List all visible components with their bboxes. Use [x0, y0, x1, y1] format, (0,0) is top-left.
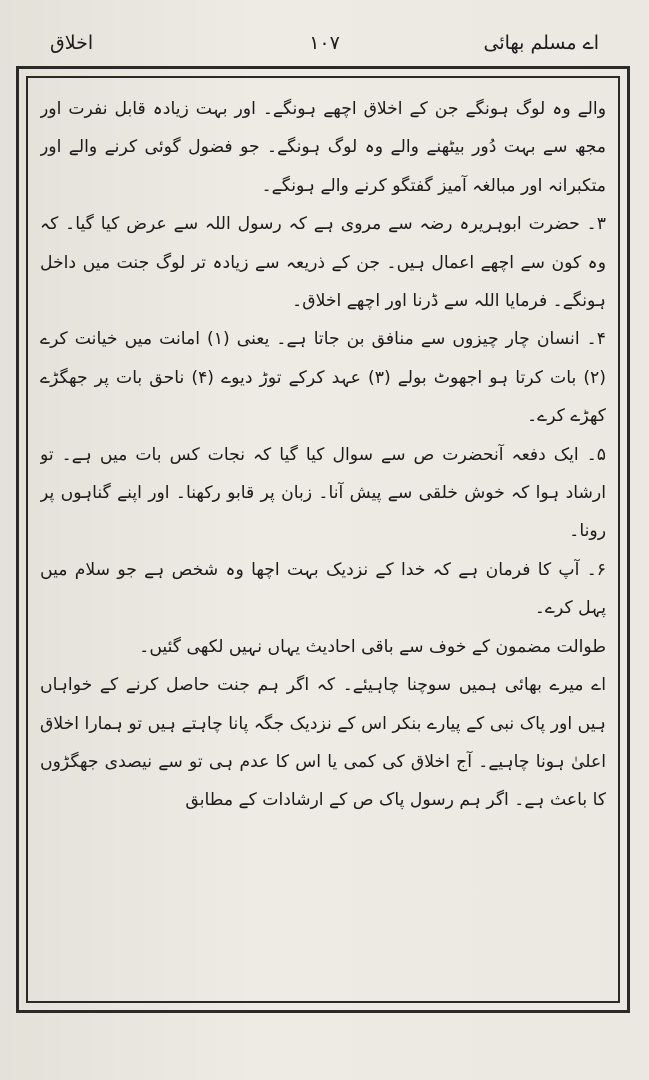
paragraph-1: والے وہ لوگ ہونگے جن کے اخلاق اچھے ہونگے۔ اور بہت زیادہ قابل نفرت اور مجھ سے بہت دُور بیٹھنے والے وہ لوگ ہونگے۔ جو فضول گوئی کرنے والے اور متکبرانہ اور مبالغہ آمیز گفتگو کرنے والے ہونگے۔: [40, 99, 606, 196]
paragraph-conclusion: اے میرے بھائی ہمیں سوچنا چاہیئے۔ کہ اگر ہم جنت حاصل کرنے کے خواہاں ہیں اور پاک نبی کے پیارے بنکر اس کے نزدیک جگہ پانا چاہتے ہیں تو ہمارا اخلاق اعلیٰ ہونا چاہیے۔ آج اخلاق کی کمی یا اس کا عدم ہی تو سے نیصدی جھگڑوں کا باعث ہے۔ اگر ہم رسول پاک ص کے ارشادات کے مطابق: [40, 675, 606, 811]
page-header: [40, 28, 609, 64]
body-text: [40, 90, 606, 995]
paragraph-hadith-3: ۳۔ حضرت ابوہریرہ رضہ سے مروی ہے کہ رسول اللہ سے عرض کیا گیا۔ کہ وہ کون سے اچھے اعمال ہیں۔ جن کے ذریعہ سے زیادہ تر لوگ جنت میں داخل ہونگے۔ فرمایا اللہ سے ڈرنا اور اچھے اخلاق۔: [40, 214, 606, 312]
page-number: ۱۰۷: [309, 32, 340, 54]
chapter-title: اخلاق: [50, 32, 94, 54]
paragraph-hadith-4: ۴۔ انسان چار چیزوں سے منافق بن جاتا ہے۔ یعنی (۱) امانت میں خیانت کرے (۲) بات کرتا ہو اجھوٹ بولے (۳) عہد کرکے توڑ دیوے (۴) ناحق بات پر جھگڑے کھڑے کرے۔: [40, 329, 606, 427]
paragraph-note: طوالت مضمون کے خوف سے باقی احادیث یہاں نہیں لکھی گئیں۔: [139, 636, 606, 657]
running-title: اے مسلم بھائی: [483, 32, 599, 54]
paragraph-hadith-6: ۶۔ آپ کا فرمان ہے کہ خدا کے نزدیک بہت اچھا وہ شخص ہے جو سلام میں پہل کرے۔: [40, 559, 606, 619]
paragraph-hadith-5: ۵۔ ایک دفعہ آنحضرت ص سے سوال کیا گیا کہ نجات کس بات میں ہے۔ تو ارشاد ہوا کہ خوش خلقی سے پیش آنا۔ زبان پر قابو رکھنا۔ اور اپنے گناہوں پر رونا۔: [40, 444, 606, 542]
